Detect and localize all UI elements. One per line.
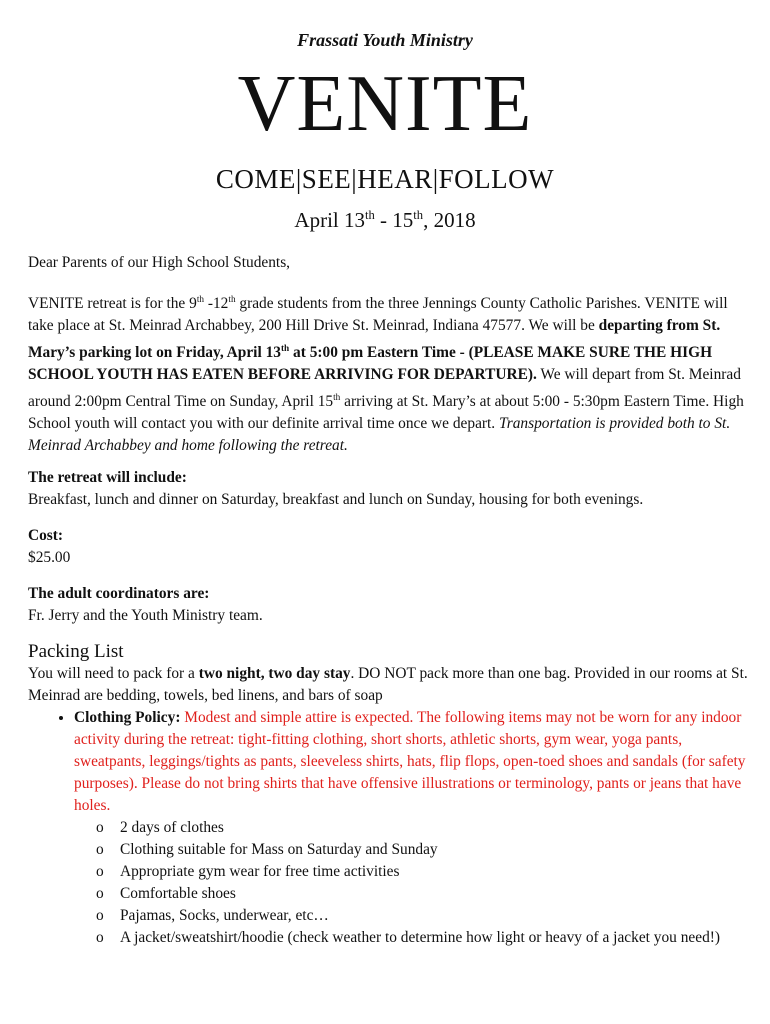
list-item: o A jacket/sweatshirt/hoodie (check weather to determine how light or heavy of a jacket you need!) (118, 927, 748, 949)
retreat-dates: April 13th - 15th, 2018 (294, 208, 476, 232)
letter-body (28, 252, 748, 949)
tagline: COME|SEE|HEAR|FOLLOW (215, 164, 555, 194)
packing-list-heading: Packing List (28, 641, 124, 663)
list-item: o Pajamas, Socks, underwear, etc… (118, 905, 748, 927)
coordinators-text: Fr. Jerry and the Youth Ministry team. (28, 607, 263, 625)
includes-heading: The retreat will include: (28, 469, 187, 487)
packing-intro: You will need to pack for a two night, two day stay. DO NOT pack more than one bag. Provided in our rooms at St. Meinrad are bedding, towels, bed linens, and bars of soap (28, 665, 748, 705)
coordinators-section (28, 583, 748, 627)
greeting: Dear Parents of our High School Students, (28, 254, 291, 271)
clothing-policy-item (74, 707, 748, 949)
organization-name: Frassati Youth Ministry (297, 30, 473, 50)
clothing-policy-label: Clothing Policy: (74, 709, 181, 727)
packing-bullet-list (28, 707, 748, 949)
list-item: o Comfortable shoes (118, 883, 748, 905)
list-item: o 2 days of clothes (118, 817, 748, 839)
cost-value: $25.00 (28, 549, 71, 567)
transportation-note: Transportation is provided both to St. Meinrad Archabbey and home following the retreat. (28, 415, 731, 455)
clothing-policy-text: Modest and simple attire is expected. The following items may not be worn for any indoor activity during the retreat: tight-fitting clothing, short shorts, athletic shorts, gym wear, yoga pants, sweatpants, leggings/tights as pants, sleeveless shirts, hats, flip flops, open-toed shoes and sandals (for safety purposes). Please do not bring shirts that have offensive illustrations or terminology, pants or jeans that have holes. (74, 709, 746, 815)
list-item: o Appropriate gym wear for free time activities (118, 861, 748, 883)
includes-section (28, 467, 748, 511)
coordinators-heading: The adult coordinators are: (28, 585, 210, 603)
includes-text: Breakfast, lunch and dinner on Saturday, breakfast and lunch on Sunday, housing for both evenings. (28, 491, 644, 509)
cost-heading: Cost: (28, 527, 64, 545)
cost-section (28, 525, 748, 569)
list-item: o Clothing suitable for Mass on Saturday and Sunday (118, 839, 748, 861)
packing-items-list (74, 817, 748, 949)
retreat-title: VENITE (237, 60, 533, 148)
intro-paragraph: VENITE retreat is for the 9th -12th grade students from the three Jennings County Catholic Parishes. VENITE will take place at St. Meinrad Archabbey, 200 Hill Drive St. Meinrad, Indiana 47577. We will be departing from St. Mary’s parking lot on Friday, April 13th at 5:00 pm Eastern Time - (PLEASE MAKE SURE THE HIGH SCHOOL YOUTH HAS EATEN BEFORE ARRIVING FOR DEPARTURE). We will depart from St. Meinrad around 2:00pm Central Time on Sunday, April 15th arriving at St. Mary’s at about 5:00 - 5:30pm Eastern Time. High School youth will contact you with our definite arrival time once we depart. Transportation is provided both to St. Meinrad Archabbey and home following the retreat. (28, 294, 744, 455)
